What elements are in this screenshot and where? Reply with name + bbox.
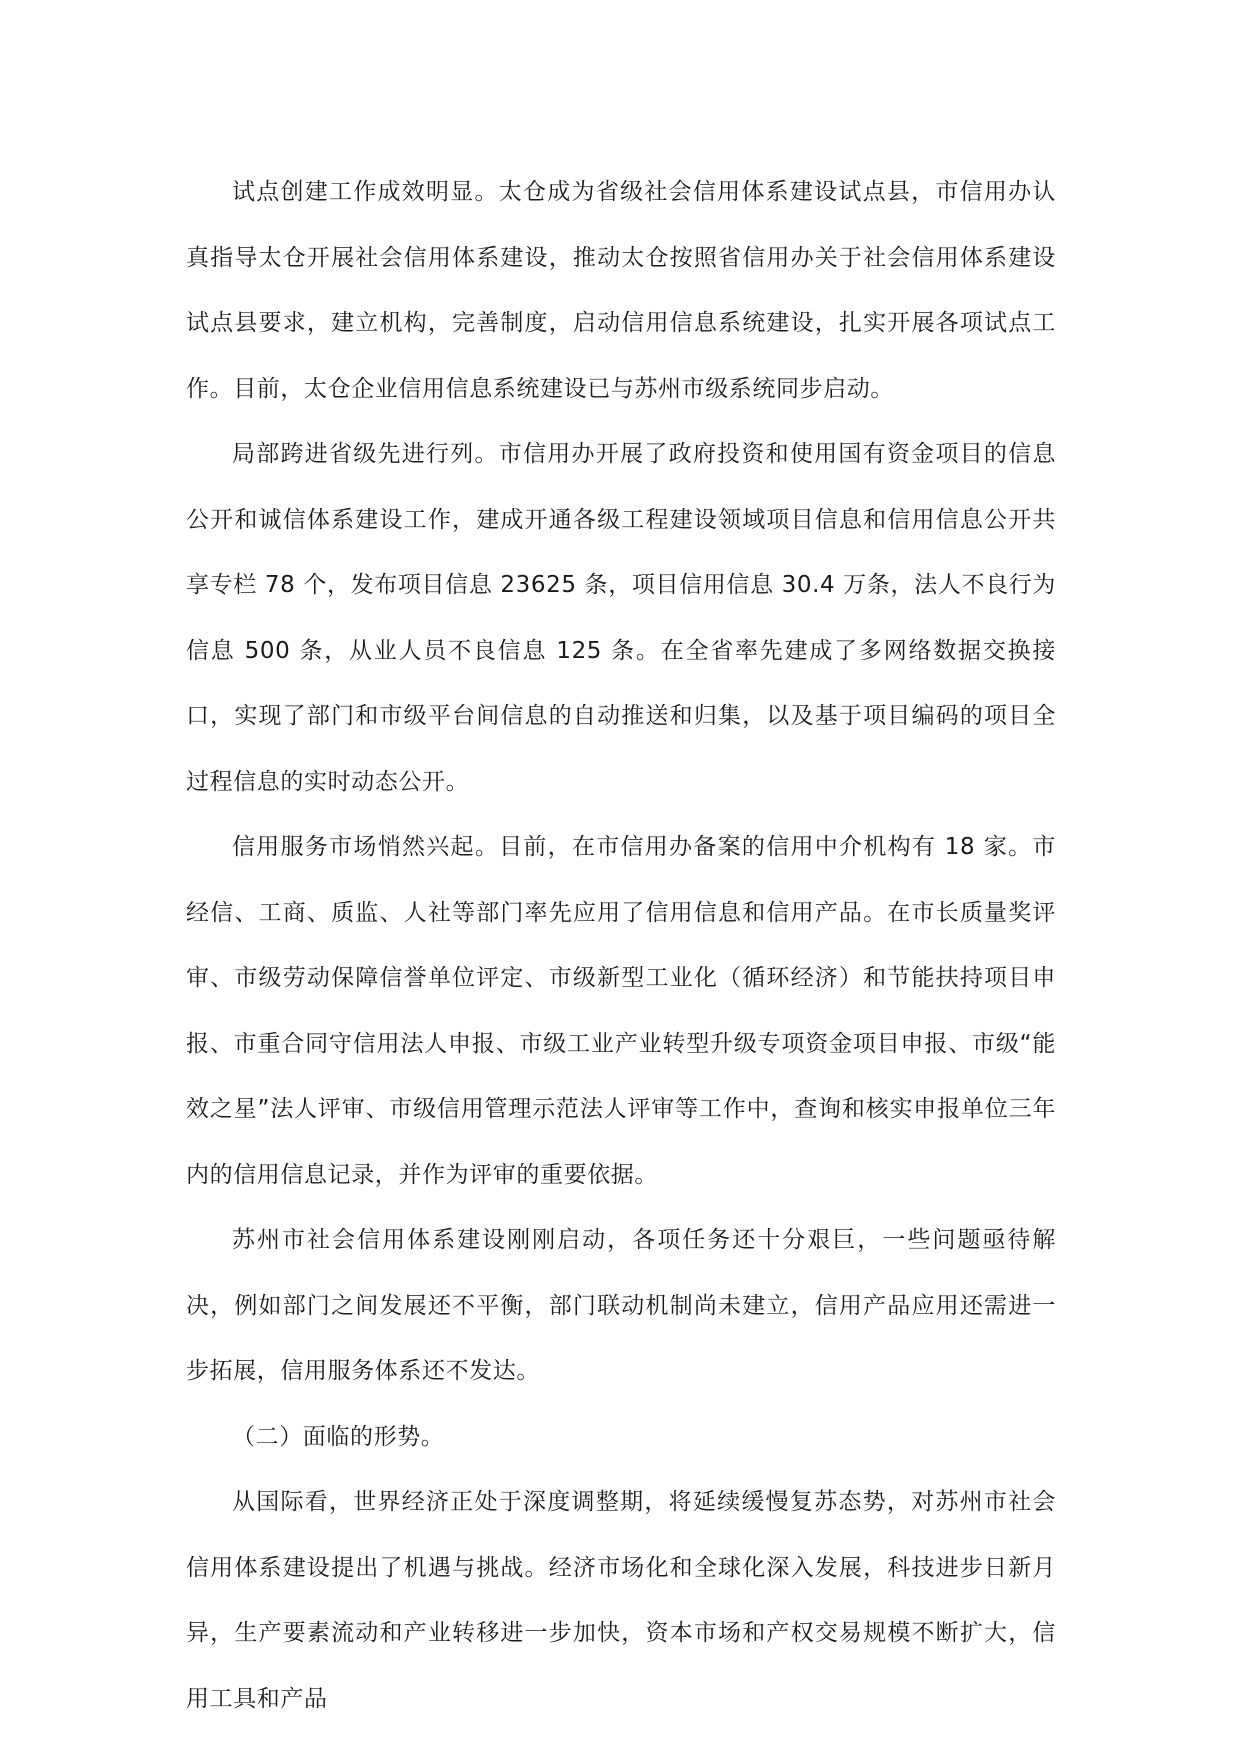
paragraph-pilot-achievements: 试点创建工作成效明显。太仓成为省级社会信用体系建设试点县，市信用办认真指导太仓开展社会信用体系建设，推动太仓按照省信用办关于社会信用体系建设试点县要求，建立机构，完善制度，启动信用信息系统建设，扎实开展各项试点工作。目前，太仓企业信用信息系统建设已与苏州市级系统同步启动。 [186,179,1056,402]
document-body [186,160,1056,1405]
section-heading: （二）面临的形势。 [232,1423,445,1450]
document-body-continued [186,1470,1056,1732]
paragraph-international: 从国际看，世界经济正处于深度调整期，将延续缓慢复苏态势，对苏州市社会信用体系建设提出了机遇与挑战。经济市场化和全球化深入发展，科技进步日新月异，生产要素流动和产业转移进一步加快，资本市场和产权交易规模不断扩大，信用工具和产品 [186,1489,1056,1712]
document-page [186,160,1056,1732]
paragraph-credit-services: 信用服务市场悄然兴起。目前，在市信用办备案的信用中介机构有 18 家。市经信、工商、质监、人社等部门率先应用了信用信息和信用产品。在市长质量奖评审、市级劳动保障信誉单位评定、市级新型工业化（循环经济）和节能扶持项目申报、市重合同守信用法人申报、市级工业产业转型升级专项资金项目申报、市级“能效之星”法人评审、市级信用管理示范法人评审等工作中，查询和核实申报单位三年内的信用信息记录，并作为评审的重要依据。 [186,834,1056,1188]
paragraph-provincial-advanced: 局部跨进省级先进行列。市信用办开展了政府投资和使用国有资金项目的信息公开和诚信体系建设工作，建成开通各级工程建设领域项目信息和信用信息公开共享专栏 78 个，发布项目信息 23625 条，项目信用信息 30.4 万条，法人不良行为信息 500 条，从业人员不良信息 125 条。在全省率先建成了多网络数据交换接口，实现了部门和市级平台间信息的自动推送和归集，以及基于项目编码的项目全过程信息的实时动态公开。 [186,441,1056,795]
paragraph-problems: 苏州市社会信用体系建设刚刚启动，各项任务还十分艰巨，一些问题亟待解决，例如部门之间发展还不平衡，部门联动机制尚未建立，信用产品应用还需进一步拓展，信用服务体系还不发达。 [186,1227,1056,1384]
